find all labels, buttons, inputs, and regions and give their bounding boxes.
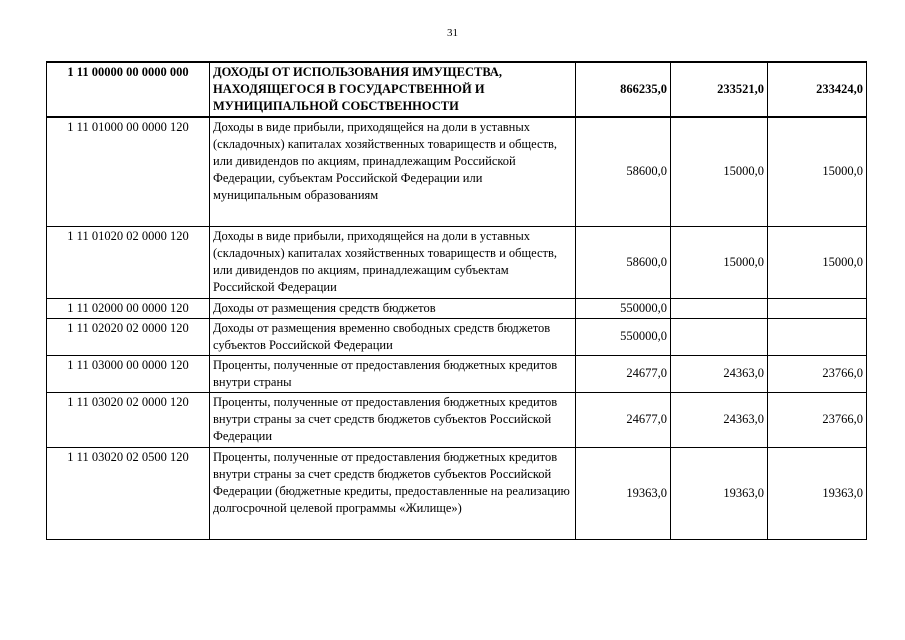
amount-year-1: 58600,0 bbox=[576, 117, 671, 226]
classification-code: 1 11 02020 02 0000 120 bbox=[47, 318, 210, 355]
amount-year-1: 58600,0 bbox=[576, 226, 671, 298]
revenue-name: Проценты, полученные от предоставления бюджетных кредитов внутри страны bbox=[210, 355, 576, 392]
page-number: 31 bbox=[447, 27, 458, 39]
table-row bbox=[47, 355, 867, 392]
amount-year-1: 24677,0 bbox=[576, 392, 671, 447]
amount-year-2: 24363,0 bbox=[671, 355, 768, 392]
amount-year-3 bbox=[768, 298, 867, 318]
classification-code: 1 11 03020 02 0500 120 bbox=[47, 447, 210, 539]
amount-year-1: 550000,0 bbox=[576, 298, 671, 318]
revenue-name: Проценты, полученные от предоставления бюджетных кредитов внутри страны за счет средств бюджетов субъектов Российской Федерации (бюджетные кредиты, предоставленные на реализацию долгосрочной целевой программы «Жилище») bbox=[210, 447, 576, 539]
classification-code: 1 11 03020 02 0000 120 bbox=[47, 392, 210, 447]
table-row bbox=[47, 226, 867, 298]
table-row bbox=[47, 117, 867, 226]
classification-code: 1 11 00000 00 0000 000 bbox=[47, 62, 210, 117]
amount-year-3: 19363,0 bbox=[768, 447, 867, 539]
amount-year-1: 24677,0 bbox=[576, 355, 671, 392]
revenue-name: Доходы от размещения временно свободных средств бюджетов субъектов Российской Федерации bbox=[210, 318, 576, 355]
amount-year-3: 15000,0 bbox=[768, 117, 867, 226]
revenue-name: Доходы от размещения средств бюджетов bbox=[210, 298, 576, 318]
revenue-name: Проценты, полученные от предоставления бюджетных кредитов внутри страны за счет средств бюджетов субъектов Российской Федерации bbox=[210, 392, 576, 447]
amount-year-2: 19363,0 bbox=[671, 447, 768, 539]
amount-year-2 bbox=[671, 318, 768, 355]
classification-code: 1 11 02000 00 0000 120 bbox=[47, 298, 210, 318]
amount-year-2 bbox=[671, 298, 768, 318]
amount-year-1: 550000,0 bbox=[576, 318, 671, 355]
revenue-name: ДОХОДЫ ОТ ИСПОЛЬЗОВАНИЯ ИМУЩЕСТВА, НАХОДЯЩЕГОСЯ В ГОСУДАРСТВЕННОЙ И МУНИЦИПАЛЬНОЙ СОБСТВЕННОСТИ bbox=[210, 62, 576, 117]
classification-code: 1 11 01020 02 0000 120 bbox=[47, 226, 210, 298]
amount-year-2: 15000,0 bbox=[671, 226, 768, 298]
table-row bbox=[47, 298, 867, 318]
amount-year-1: 19363,0 bbox=[576, 447, 671, 539]
amount-year-2: 24363,0 bbox=[671, 392, 768, 447]
amount-year-2: 15000,0 bbox=[671, 117, 768, 226]
amount-year-3: 23766,0 bbox=[768, 355, 867, 392]
table-row bbox=[47, 447, 867, 539]
amount-year-2: 233521,0 bbox=[671, 62, 768, 117]
table-row bbox=[47, 318, 867, 355]
table-row bbox=[47, 62, 867, 117]
budget-revenue-table bbox=[46, 61, 867, 540]
table-row bbox=[47, 392, 867, 447]
classification-code: 1 11 03000 00 0000 120 bbox=[47, 355, 210, 392]
classification-code: 1 11 01000 00 0000 120 bbox=[47, 117, 210, 226]
amount-year-3: 23766,0 bbox=[768, 392, 867, 447]
revenue-name: Доходы в виде прибыли, приходящейся на доли в уставных (складочных) капиталах хозяйственных товариществ и обществ, или дивидендов по акциям, принадлежащим Российской Федерации, субъектам Российской Федерации или муниципальным образованиям bbox=[210, 117, 576, 226]
amount-year-1: 866235,0 bbox=[576, 62, 671, 117]
amount-year-3: 233424,0 bbox=[768, 62, 867, 117]
revenue-name: Доходы в виде прибыли, приходящейся на доли в уставных (складочных) капиталах хозяйственных товариществ и обществ, или дивидендов по акциям, принадлежащим субъектам Российской Федерации bbox=[210, 226, 576, 298]
amount-year-3: 15000,0 bbox=[768, 226, 867, 298]
amount-year-3 bbox=[768, 318, 867, 355]
